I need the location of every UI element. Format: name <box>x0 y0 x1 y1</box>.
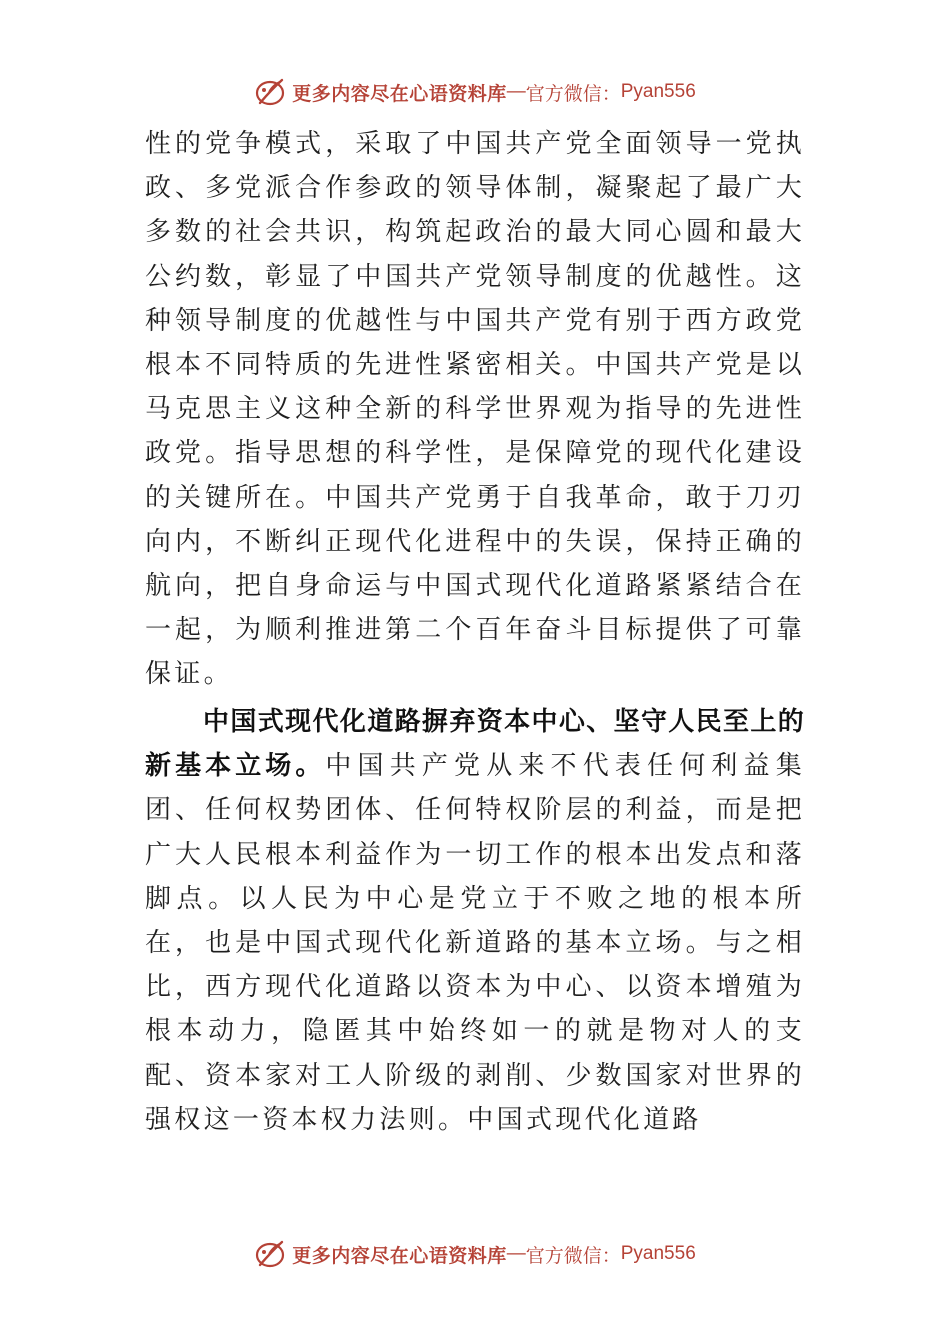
header-banner <box>0 70 950 114</box>
paragraph-2-lead: 中国式现代化道路摒弃资本中心、坚守人民至上的新基本立场。 <box>145 707 805 782</box>
footer-banner <box>0 1232 950 1276</box>
header-wechat-id: Pyan556 <box>620 81 696 102</box>
quill-logo-icon <box>254 76 286 108</box>
footer-wechat-id: Pyan556 <box>620 1243 696 1264</box>
header-banner-text: 更多内容尽在心语资料库 <box>292 82 507 105</box>
paragraph-2-body: 中国共产党从来不代表任何利益集团、任何权势团体、任何特权阶层的利益，而是把广大人民根本利益作为一切工作的根本出发点和落脚点。以人民为中心是党立于不败之地的根本所在，也是中国式现代化新道路的基本立场。与之相比，西方现代化道路以资本为中心、以资本增殖为根本动力，隐匿其中始终如一的就是物对人的支配、资本家对工人阶级的剥削、少数国家对世界的强权这一资本权力法则。中国式现代化道路 <box>145 751 805 1135</box>
footer-banner-separator: — <box>506 1243 526 1264</box>
footer-wechat-label: 官方微信： <box>525 1244 621 1267</box>
paragraph-2 <box>145 700 805 1142</box>
paragraph-1: 性的党争模式，采取了中国共产党全面领导一党执政、多党派合作参政的领导体制，凝聚起了最广大多数的社会共识，构筑起政治的最大同心圆和最大公约数，彰显了中国共产党领导制度的优越性。这种领导制度的优越性与中国共产党有别于西方政党根本不同特质的先进性紧密相关。中国共产党是以马克思主义这种全新的科学世界观为指导的先进性政党。指导思想的科学性，是保障党的现代化建设的关键所在。中国共产党勇于自我革命，敢于刀刃向内，不断纠正现代化进程中的失误，保持正确的航向，把自身命运与中国式现代化道路紧紧结合在一起，为顺利推进第二个百年奋斗目标提供了可靠保证。 <box>145 129 805 690</box>
header-wechat-label: 官方微信： <box>525 82 621 105</box>
footer-banner-text: 更多内容尽在心语资料库 <box>292 1244 507 1267</box>
quill-logo-icon <box>254 1238 286 1270</box>
header-banner-separator: — <box>506 81 526 102</box>
